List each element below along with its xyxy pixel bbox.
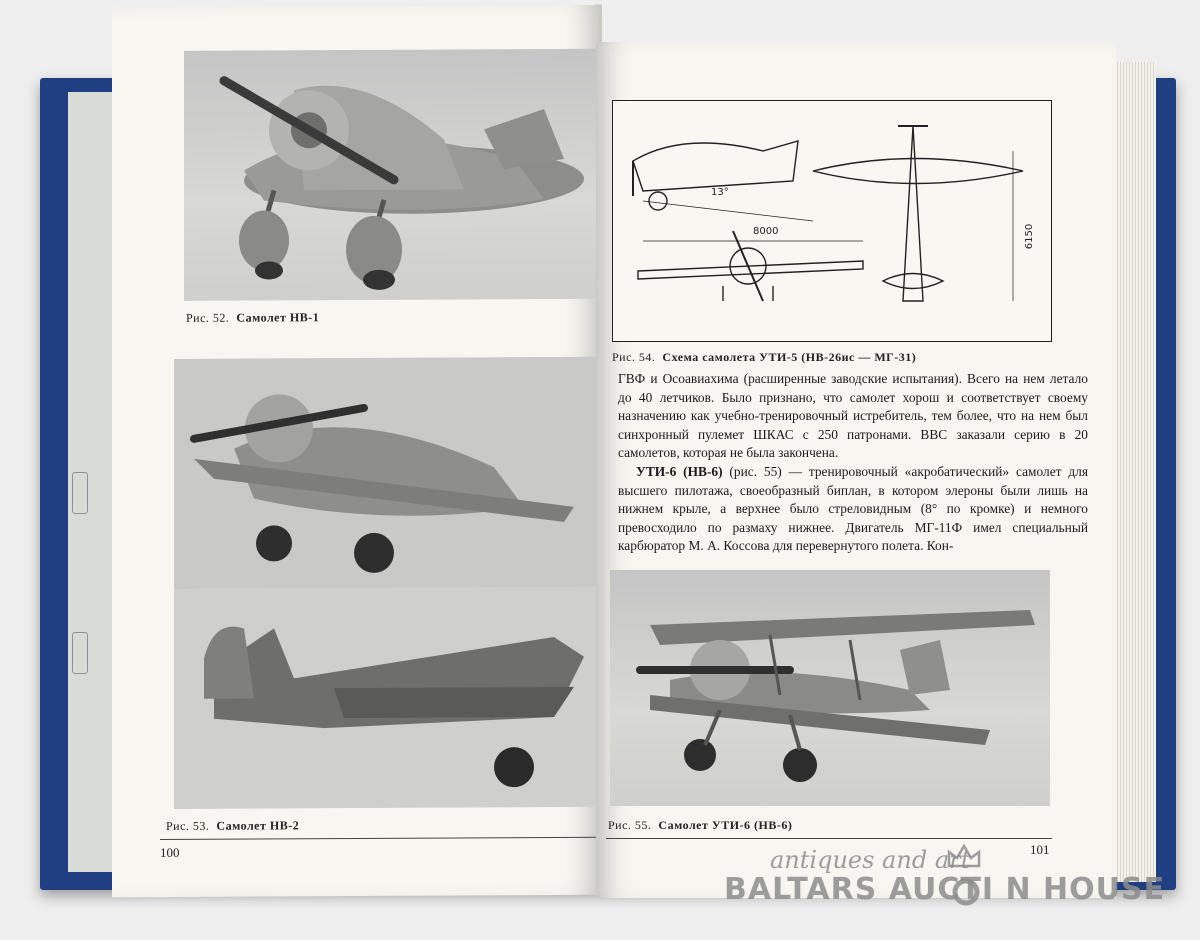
- right-page: [596, 42, 1116, 898]
- paragraph-2-lead: УТИ-6 (НВ-6): [636, 463, 723, 479]
- footer-rule: [160, 837, 600, 840]
- gear-icon: [950, 876, 982, 908]
- crown-icon: [947, 844, 981, 868]
- photo-nv2: [174, 357, 596, 809]
- dim-angle: 13°: [711, 187, 729, 198]
- paragraph-2-text: (рис. 55) — тренировочный «акробатический» самолет для высшего пилотажа, своеобразный биплан, в котором элероны были лишь на нижнем крыле, а верхнее было стреловидным (8° по кромке) и немного превосходило по размаху нижнее. Двигатель МГ-11Ф имел специальный карбюратор М. А. Коссова для перевернутого полета. Кон-: [618, 463, 1088, 554]
- endpaper-ornament: [72, 472, 88, 514]
- photo-nv1: [184, 49, 596, 301]
- photo-uti6: [610, 570, 1050, 806]
- watermark-line1: antiques and art: [770, 846, 971, 874]
- footer-rule: [606, 838, 1052, 839]
- paragraph-1: ГВФ и Осоавиахима (расширенные заводские испытания). Всего на нем летало до 40 летчиков. Было признано, что самолет хорош и соответствует своему назначению как учебно-тренировочный истребитель, тем более, что на нем был синхронный пулемет ШКАС с 250 патронами. ВВС заказали серию в 20 самолетов, которая не была закончена.: [618, 371, 1088, 461]
- paragraph-2: [618, 463, 1088, 556]
- page-number-left: 100: [160, 844, 180, 861]
- page-edges: [1112, 62, 1156, 882]
- fig54-caption: Рис. 54. Схема самолета УТИ-5 (НВ-26ис — МГ-31): [612, 350, 917, 364]
- fig52-caption: Рис. 52. Самолет НВ-1: [186, 310, 320, 325]
- fig53-caption: Рис. 53. Самолет НВ-2: [166, 818, 300, 834]
- endpaper-ornament: [72, 632, 88, 674]
- dim-height: 6150: [1024, 223, 1036, 250]
- fig55-caption: Рис. 55. Самолет УТИ-6 (НВ-6): [608, 818, 793, 832]
- auction-house-watermark: [724, 846, 1166, 916]
- page-number-right: 101: [1030, 842, 1050, 857]
- body-text: [618, 370, 1088, 556]
- left-page: [112, 5, 602, 898]
- watermark-line2: BALTARS AUCTI N HOUSE: [724, 872, 1166, 907]
- schema-uti5: [612, 100, 1052, 342]
- dim-length: 8000: [753, 226, 779, 237]
